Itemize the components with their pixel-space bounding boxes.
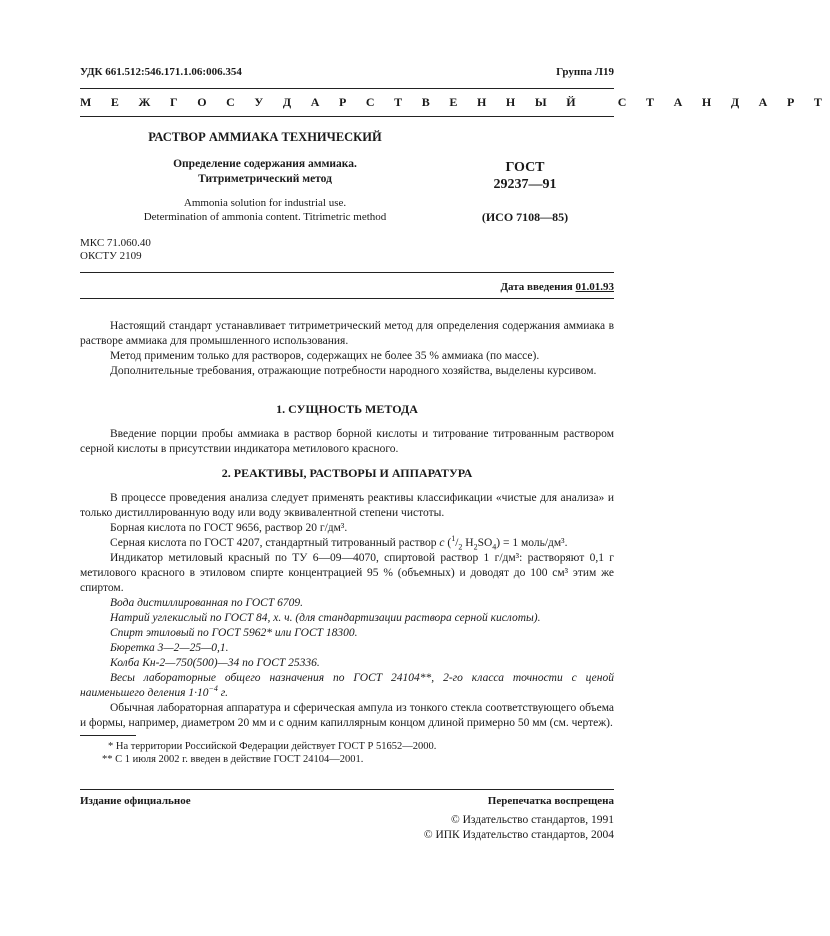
footnote-2: ** С 1 июля 2002 г. введен в действие ГОСТ 24104—2001. [102,754,364,765]
section-1-text [80,427,614,457]
group-code: Группа Л19 [556,66,614,78]
italic-item-6 [80,671,614,701]
official-edition: Издание официальное [80,795,191,807]
section-2-paragraph-2: Борная кислота по ГОСТ 9656, раствор 20 г/дм³. [110,522,348,534]
italic-item-1: Вода дистиллированная по ГОСТ 6709. [110,597,304,609]
formula-sub-4: 4 [492,542,497,552]
fraction-denominator: 2 [458,542,463,552]
copyright-2004: © ИПК Издательство стандартов, 2004 [423,829,614,841]
gost-label: ГОСТ [505,160,545,175]
balance-exponent: −4 [208,684,218,694]
intro-text [80,319,614,379]
intro-date-value: 01.01.93 [575,281,614,293]
footnote-1: * На территории Российской Федерации действует ГОСТ Р 51652—2000. [108,741,437,752]
formula-sub-2: 2 [473,542,478,552]
document-subtitle-2: Титриметрический метод [198,173,332,185]
copyright-1991: © Издательство стандартов, 1991 [450,814,614,826]
okstu-code: ОКСТУ 2109 [80,250,142,262]
intro-date [500,281,614,293]
standard-type: М Е Ж Г О С У Д А Р С Т В Е Н Н Ы Й С Т А Н Д А Р Т [80,95,830,109]
intro-date-label: Дата введения [500,281,573,293]
formula-so: SO [477,537,493,549]
codes-rule [80,272,614,273]
document-subtitle-1: Определение содержания аммиака. [173,158,357,170]
section-1-heading: 1. СУЩНОСТЬ МЕТОДА [276,402,418,416]
english-title-2: Determination of ammonia content. Titrimetric method [143,211,387,223]
header-rule [80,88,614,89]
english-title-1: Ammonia solution for industrial use. [183,197,347,209]
concentration-symbol: c [439,537,445,549]
intro-paragraph-2: Метод применим только для растворов, содержащих не более 35 % аммиака (по массе). [110,350,540,362]
section-2-heading: 2. РЕАКТИВЫ, РАСТВОРЫ И АППАРАТУРА [221,466,473,480]
mks-code: МКС 71.060.40 [80,237,151,249]
italic-item-5: Колба Кн-2—750(500)—34 по ГОСТ 25336. [110,657,320,669]
italic-item-2: Натрий углекислый по ГОСТ 84, х. ч. (для стандартизации раствора серной кислоты). [110,612,541,624]
section-1-paragraph: Введение порции пробы аммиака в раствор борной кислоты и титрование титрованным раствором серной кислоты в присутствии индикатора метилового красного. [80,428,614,455]
italic-item-4: Бюретка 3—2—25—0,1. [110,642,229,654]
balance-text: Весы лабораторные общего назначения по ГОСТ 24104**, 2-го класса точности с ценой наименьшего деления 1·10 [80,672,614,699]
fraction-numerator: 1 [451,534,456,544]
iso-reference: (ИСО 7108—85) [481,210,569,224]
footer-rule [80,789,614,790]
formula-h: H [465,537,474,549]
balance-unit: г. [217,687,228,699]
section-2-text [80,491,614,731]
section-2-paragraph-1: В процессе проведения анализа следует применять реактивы классификации «чистые для анализа» и только дистиллированную воду или воду эквивалентной степени чистоты. [80,492,614,519]
italic-item-3: Спирт этиловый по ГОСТ 5962* или ГОСТ 18300. [110,627,358,639]
intro-paragraph-1: Настоящий стандарт устанавливает титриметрический метод для определения содержания аммиака в растворе аммиака для промышленного использования. [80,320,614,347]
sulfuric-acid-concentration: ) = 1 моль/дм³. [496,537,568,549]
section-2-paragraph-3: Серная кислота по ГОСТ 4207, стандартный титрованный раствор c ($^1/_2$ $H_2SO_4) = 1$ моль/дм³. [110,534,568,552]
footnote-rule [80,735,136,736]
reprint-prohibited: Перепечатка воспрещена [487,795,614,807]
header-rule-2 [80,116,614,117]
intro-paragraph-3: Дополнительные требования, отражающие потребности народного хозяйства, выделены курсивом. [110,365,597,377]
udk-code: УДК 661.512:546.171.1.06:006.354 [80,66,242,78]
gost-number: 29237—91 [493,177,557,192]
document-title: РАСТВОР АММИАКА ТЕХНИЧЕСКИЙ [148,130,382,144]
section-2-paragraph-4: Индикатор метиловый красный по ТУ 6—09—4070, спиртовой раствор 1 г/дм³: растворяют 0,1 г метилового красного в этиловом спирте концентрацией 95 % (объемных) и доводят до 100 см³ этим же спиртом. [80,552,614,594]
section-2-paragraph-5: Обычная лабораторная аппаратура и сферическая ампула из тонкого стекла соответствующего объема и формы, например, диаметром 20 мм и с одним капиллярным концом длиной примерно 50 мм (см. чертеж). [80,702,614,729]
date-rule [80,298,614,299]
sulfuric-acid-text: Серная кислота по ГОСТ 4207, стандартный титрованный раствор [110,537,437,549]
